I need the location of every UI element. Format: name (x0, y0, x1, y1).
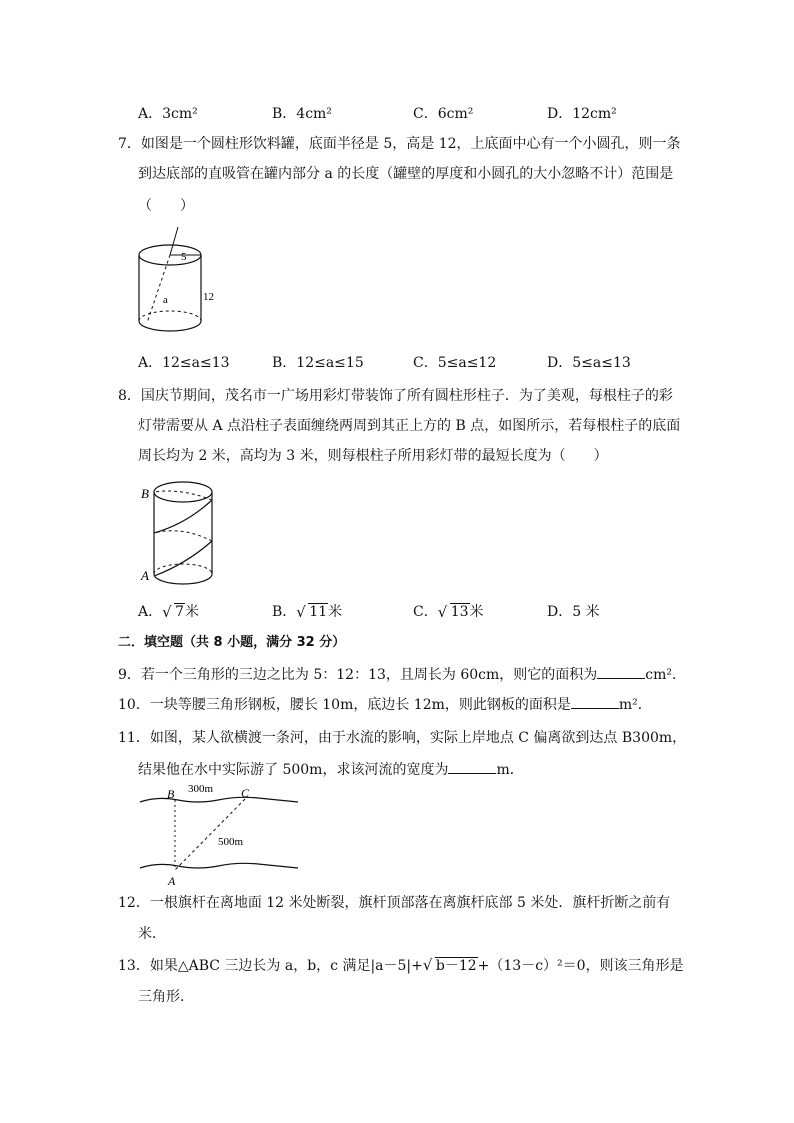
q7-option-a: A．12≤a≤13 (138, 355, 230, 371)
q7-fig-height-label: 12 (203, 291, 214, 303)
q7-fig-radius-label: 5 (181, 251, 187, 263)
q8-option-b: B． √ 11米 (272, 603, 343, 621)
q7-text-line2: 到达底部的直吸管在罐内部分 a 的长度（罐壁的厚度和小圆孔的大小忽略不计）范围是 (138, 166, 674, 182)
q11-fig-c-label: C (241, 786, 250, 800)
section-title: 二．填空题（共 8 小题，满分 32 分） (118, 635, 346, 650)
q7-fig-a-label: a (163, 294, 168, 306)
q11-text-line2: 结果他在水中实际游了 500m，求该河流的宽度为 m． (138, 759, 524, 780)
q7-text-line1: 7．如图是一个圆柱形饮料罐，底面半径是 5，高是 12，上底面中心有一个小圆孔，则一条 (118, 136, 681, 152)
q13-text-line2: 三角形． (138, 989, 194, 1005)
q9-text: 9．若一个三角形的三边之比为 5：12：13，且周长为 60cm，则它的面积为 cm²． (118, 664, 686, 685)
q10-answer-blank[interactable] (571, 694, 619, 709)
q7-options (138, 352, 738, 372)
q8-text-line2: 灯带需要从 A 点沿柱子表面缠绕两周到其正上方的 B 点，如图所示，若每根柱子的底面 (138, 418, 681, 434)
q11-text-line1: 11．如图，某人欲横渡一条河，由于水流的影响，实际上岸地点 C 偏离欲到达点 B300m， (118, 730, 687, 746)
q8-cylinder-figure (136, 476, 226, 588)
q7-text-line3: （ ） (138, 198, 194, 214)
q12-text-line2: 米． (138, 926, 166, 942)
q8-option-a: A． √ 7米 (138, 603, 200, 621)
q6-option-a: A．3cm² (138, 106, 198, 122)
q7-option-b: B．12≤a≤15 (272, 355, 364, 371)
q11-fig-a-label: A (168, 874, 176, 888)
q6-options (138, 103, 738, 123)
q8-options (138, 601, 738, 621)
q8-option-c: C． √ 13米 (413, 603, 484, 621)
q8-fig-b-label: B (141, 486, 149, 501)
q7-option-d: D．5≤a≤13 (547, 355, 631, 371)
q11-fig-top-distance: 300m (188, 783, 214, 795)
q12-text-line1: 12．一根旗杆在离地面 12 米处断裂，旗杆顶部落在离旗杆底部 5 米处．旗杆折断之前有 (118, 895, 671, 911)
q13-text-line1: 13．如果△ABC 三边长为 a，b，c 满足|a－5|+ √ b－12+（13－c）²＝0，则该三角形是 (118, 956, 684, 974)
q8-text-line3: 周长均为 2 米，高均为 3 米，则每根柱子所用彩灯带的最短长度为（ ） (138, 448, 608, 464)
q11-fig-b-label: B (167, 787, 175, 801)
q6-option-b: B．4cm² (272, 106, 332, 122)
q8-fig-a-label: A (141, 568, 149, 583)
q6-option-c: C．6cm² (413, 106, 474, 122)
q11-answer-blank[interactable] (448, 759, 496, 774)
q10-text: 10．一块等腰三角形钢板，腰长 10m，底边长 12m，则此钢板的面积是 m²． (118, 694, 652, 715)
q8-option-d: D．5 米 (547, 604, 600, 620)
q11-fig-swim-distance: 500m (218, 836, 244, 848)
q7-cylinder-figure (130, 225, 240, 340)
q9-answer-blank[interactable] (597, 664, 645, 679)
q11-river-figure (138, 782, 303, 888)
q7-option-c: C．5≤a≤12 (413, 355, 497, 371)
q6-option-d: D．12cm² (547, 106, 617, 122)
q8-text-line1: 8．国庆节期间，茂名市一广场用彩灯带装饰了所有圆柱形柱子．为了美观，每根柱子的彩 (118, 388, 673, 404)
